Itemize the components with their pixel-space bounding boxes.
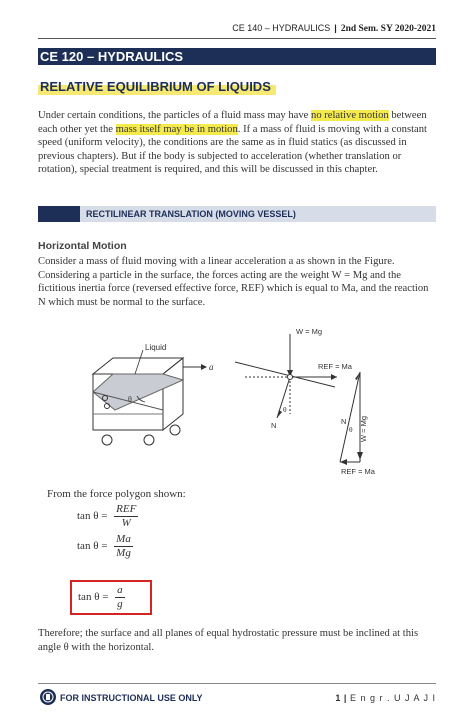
ref-label: REF = Ma [318, 362, 352, 371]
subsection-title: Horizontal Motion [38, 240, 127, 252]
polygon-text: From the force polygon shown: [47, 488, 186, 500]
equation-3-denominator: g [117, 598, 123, 610]
equation-1-denominator: W [121, 517, 131, 529]
page-title: RELATIVE EQUILIBRIUM OF LIQUIDS [40, 79, 271, 94]
ref-label-2: REF = Ma [341, 467, 375, 476]
intro-text-3: . If a mass of fluid is moving with a constant speed (uniform velocity), the conditions are the same as in fluid statics (as discussed in previous chapters). But if the body is subjected to acceleration (whether translation or rotation), special treatment is required, and this will be discussed in this chapter. [38, 123, 427, 176]
footer-page-info [335, 693, 436, 703]
figure-diagram [85, 322, 395, 482]
footer-separator: | [343, 693, 347, 703]
equation-1-numerator: REF [116, 503, 137, 515]
equation-2-lhs: tan θ = [77, 540, 108, 553]
intro-highlight-2: mass itself may be in motion [115, 123, 238, 135]
section-marker [38, 206, 80, 222]
header-separator: | [334, 23, 337, 33]
header-rule [38, 38, 436, 39]
normal-label-2: N [341, 417, 347, 426]
intro-text-2: between each other yet the [38, 110, 427, 135]
equation-3-fraction [115, 584, 125, 611]
equation-3-lhs: tan θ = [78, 591, 109, 604]
equation-1-fraction [114, 503, 138, 530]
intro-text-1: Under certain conditions, the particles of a fluid mass may have [38, 110, 309, 121]
university-logo-icon [39, 688, 57, 706]
normal-label: N [271, 421, 277, 430]
page-header [232, 23, 436, 34]
weight-label: W = Mg [296, 327, 323, 336]
equation-2-fraction [114, 533, 133, 560]
equation-1 [77, 503, 138, 530]
header-semester: 2nd Sem. SY 2020-2021 [340, 24, 436, 34]
intro-paragraph [38, 109, 436, 177]
intro-highlight-1: no relative motion [311, 110, 389, 121]
footer-notice: FOR INSTRUCTIONAL USE ONLY [60, 693, 203, 703]
section-title: RECTILINEAR TRANSLATION (MOVING VESSEL) [86, 209, 296, 219]
conclusion-paragraph: Therefore; the surface and all planes of equal hydrostatic pressure must be inclined at this angle θ with the horizontal. [38, 628, 419, 653]
weight-label-2: W = Mg [359, 415, 368, 442]
course-label: CE 120 – HYDRAULICS [40, 49, 184, 64]
acceleration-label: a [209, 362, 214, 372]
header-course: CE 140 – HYDRAULICS [232, 23, 331, 33]
liquid-leader [135, 350, 143, 374]
equation-3-numerator: a [117, 584, 123, 596]
equation-2 [77, 533, 133, 560]
horizontal-motion-paragraph: Consider a mass of fluid moving with a linear acceleration a as shown in the Figure. Considering a particle in the surface, the forces acting are the weight W = Mg and the fictitious inertia force (reversed effective force, REF) which is equal to Ma, and the reaction N which must be normal to the surface. [38, 256, 429, 308]
theta-label-2: θ [283, 405, 287, 414]
equation-1-lhs: tan θ = [77, 510, 108, 523]
footer-author: E n g r . U J A J I [349, 693, 436, 703]
equation-2-denominator: Mg [116, 547, 131, 559]
liquid-label: Liquid [145, 343, 167, 352]
equation-3 [78, 584, 125, 611]
page-number: 1 [335, 693, 341, 703]
equation-2-numerator: Ma [116, 533, 131, 545]
footer-rule [38, 683, 436, 684]
theta-label: θ [128, 395, 132, 404]
theta-label-3: θ [349, 425, 353, 434]
moving-tank [93, 358, 183, 445]
